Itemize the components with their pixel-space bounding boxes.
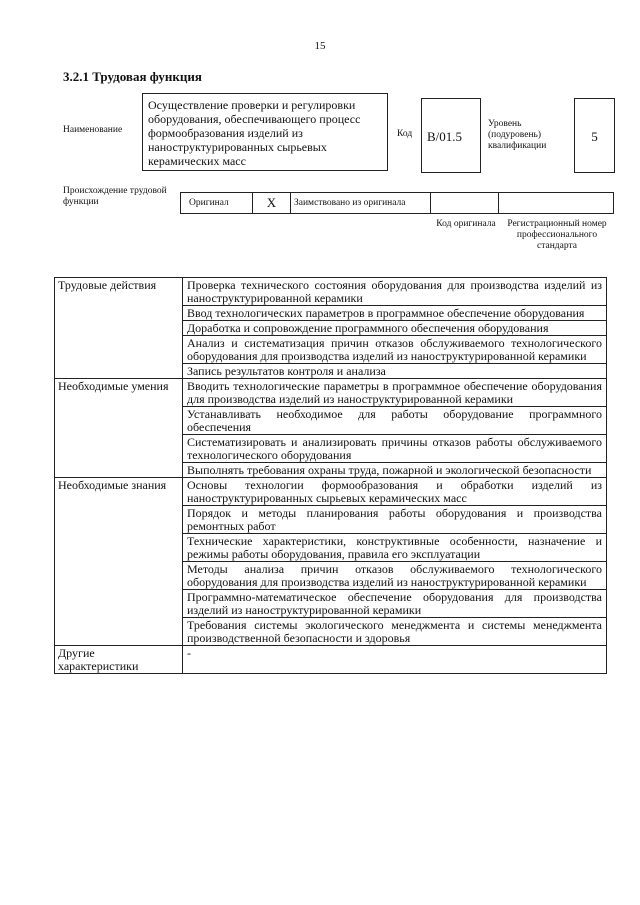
origin-label: Происхождение трудовой функции — [63, 186, 167, 207]
knowledge-item: Основы технологии формообразования и обработки изделий из наноструктурированных сырьевых керамических масс — [183, 478, 607, 506]
function-name-value: Осуществление проверки и регулировки оборудования, обеспечивающего процесс формообразования изделий из наноструктурированных сырьевых керамических масс — [148, 98, 361, 168]
level-label: Уровень (подуровень) квалификации — [488, 119, 547, 151]
code-value: B/01.5 — [427, 129, 463, 144]
borrowed-label: Заимствовано из оригинала — [291, 193, 431, 213]
skill-item: Вводить технологические параметры в программное обеспечение оборудования для производства изделий из наноструктурированной керамики — [183, 379, 607, 407]
other-category: Другие характеристики — [55, 646, 183, 674]
level-box — [574, 98, 615, 173]
knowledge-item: Требования системы экологического менеджмента и системы менеджмента производственной безопасности и здоровья — [183, 618, 607, 646]
function-details-table — [54, 277, 607, 674]
table-row — [55, 646, 607, 674]
original-label: Оригинал — [181, 193, 253, 213]
action-item: Анализ и систематизация причин отказов обслуживаемого технологического оборудования для производства изделий из наноструктурированной керамики — [183, 336, 607, 364]
knowledge-item: Технические характеристики, конструктивные особенности, назначение и режимы работы оборудования, правила его эксплуатации — [183, 534, 607, 562]
function-name-box — [142, 93, 388, 171]
table-row — [55, 478, 607, 506]
name-label: Наименование — [63, 125, 123, 135]
knowledge-item: Порядок и методы планирования работы оборудования и производства ремонтных работ — [183, 506, 607, 534]
table-row — [55, 278, 607, 306]
page-number: 15 — [314, 40, 326, 52]
action-item: Проверка технического состояния оборудования для производства изделий из наноструктурированной керамики — [183, 278, 607, 306]
level-value: 5 — [591, 129, 598, 144]
code-original-cell — [431, 193, 499, 213]
knowledge-item: Методы анализа причин отказов обслуживаемого технологического оборудования для производства изделий из наноструктурированной керамики — [183, 562, 607, 590]
skill-item: Устанавливать необходимое для работы оборудование программного обеспечения — [183, 407, 607, 435]
code-original-label: Код оригинала — [436, 219, 496, 229]
skills-category: Необходимые умения — [55, 379, 183, 478]
skill-item: Выполнять требования охраны труда, пожарной и экологической безопасности — [183, 463, 607, 478]
actions-category: Трудовые действия — [55, 278, 183, 379]
knowledge-category: Необходимые знания — [55, 478, 183, 646]
code-box — [421, 98, 481, 173]
other-value: - — [183, 646, 607, 674]
skill-item: Систематизировать и анализировать причины отказов работы обслуживаемого технологического оборудования — [183, 435, 607, 463]
original-mark: X — [253, 193, 291, 213]
table-row — [55, 379, 607, 407]
code-label: Код — [397, 129, 413, 139]
reg-number-label: Регистрационный номер профессионального стандарта — [507, 219, 607, 251]
knowledge-item: Программно-математическое обеспечение оборудования для производства изделий из наноструктурированной керамики — [183, 590, 607, 618]
section-title: 3.2.1 Трудовая функция — [63, 69, 202, 84]
origin-box — [180, 192, 614, 214]
action-item: Запись результатов контроля и анализа — [183, 364, 607, 379]
action-item: Ввод технологических параметров в программное обеспечение оборудования — [183, 306, 607, 321]
reg-number-cell — [499, 193, 613, 213]
action-item: Доработка и сопровождение программного обеспечения оборудования — [183, 321, 607, 336]
